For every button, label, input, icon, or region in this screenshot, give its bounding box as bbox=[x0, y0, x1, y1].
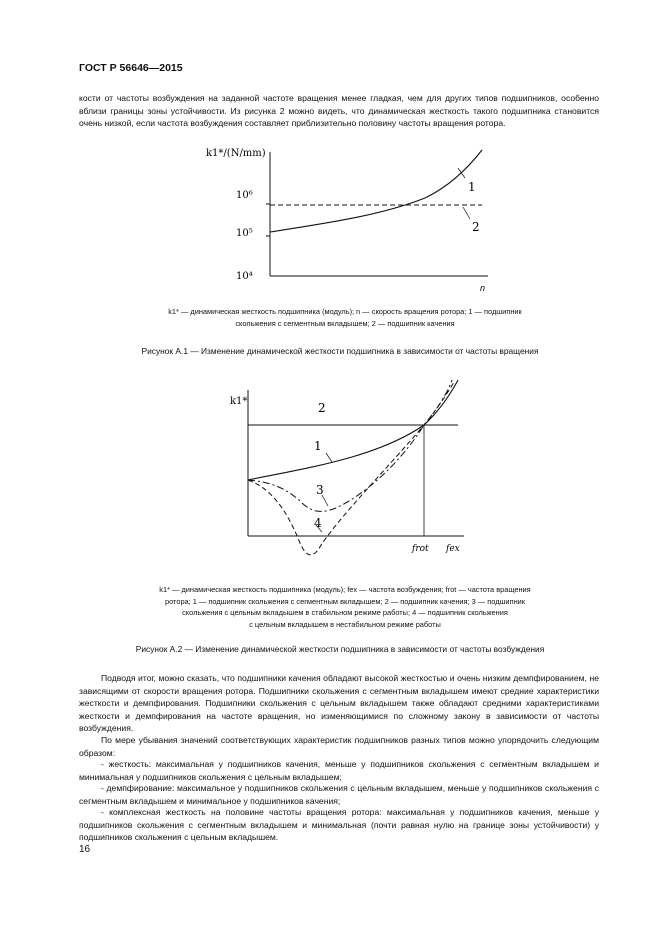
bullet-complex-stiffness: - комплексная жесткость на половине частоты вращения ротора: максимальная у подшипников качения, меньше у подшипников скольжения с сегментным вкладышем и минимальная (почти равная нулю на границе зоны устойчивости) у подшипников скольжения с цельным вкладышем. bbox=[79, 807, 599, 843]
figure-a2-legend-line-1: k1* — динамическая жесткость подшипника (модуль); fex — частота возбуждения; frot — частота вращения bbox=[159, 585, 531, 594]
figure-a2-curve-3-label: 3 bbox=[316, 483, 324, 497]
figure-a2-curve-3 bbox=[248, 380, 452, 511]
page-number: 16 bbox=[79, 844, 91, 855]
figure-a2-legend-line-4: с цельным вкладышем в нестабильном режиме работы bbox=[249, 619, 441, 629]
figure-a2-caption: Рисунок А.2 — Изменение динамической жесткости подшипника в зависимости от частоты возбуждения bbox=[135, 644, 545, 654]
bullet-stiffness: - жесткость: максимальная у подшипников качения, меньше у подшипников скольжения с сегментным вкладышем и минимальная у подшипников скольжения с цельным вкладышем; bbox=[79, 759, 599, 782]
figure-a2-ylabel: k1* bbox=[230, 396, 248, 407]
figure-a2-curve-2-label: 2 bbox=[318, 401, 326, 415]
figure-a1-curve-1-label: 1 bbox=[468, 180, 476, 194]
figure-a1-legend-line-2: скольжения с сегментным вкладышем; 2 — подшипник качения bbox=[235, 318, 455, 328]
figure-a1-legend bbox=[110, 306, 580, 329]
ordering-intro-paragraph: По мере убывания значений соответствующих характеристик подшипников разных типов можно упорядочить следующим образом: bbox=[79, 735, 599, 758]
figure-a1-xlabel: n bbox=[480, 283, 486, 293]
figure-a1-tick-1e5: 10⁵ bbox=[236, 228, 253, 239]
figure-a1-chart bbox=[200, 140, 500, 300]
summary-paragraph: Подводя итог, можно сказать, что подшипники качения обладают высокой жесткостью и очень низким демпфированием, не зависящими от скорости вращения ротора. Подшипники скольжения с сегментным вкладышем имеют средние характеристики жесткости и демпфирования. Подшипники скольжения с цельным вкладышем также обладают средними характеристиками жесткости и демпфирования на частоте вращения, но изменяющимися по сложному закону в зависимости от частоты возбуждения. bbox=[79, 673, 599, 734]
figure-a1-ylabel: k1*/(N/mm) bbox=[206, 148, 266, 159]
figure-a1-tick-1e4: 10⁴ bbox=[236, 271, 253, 282]
figure-a2-curve-1 bbox=[248, 380, 458, 480]
figure-a2-curve-4-label: 4 bbox=[314, 516, 322, 530]
figure-a2-curve-4 bbox=[248, 382, 454, 555]
figure-a1-curve-1 bbox=[270, 150, 482, 232]
figure-a1-caption: Рисунок А.1 — Изменение динамической жесткости подшипника в зависимости от частоты вращения bbox=[141, 346, 539, 356]
figure-a2-curve-1-label: 1 bbox=[314, 439, 322, 453]
figure-a2-frot-label: frot bbox=[412, 544, 429, 554]
figure-a2-legend bbox=[110, 584, 580, 630]
figure-a2-xlabel: fex bbox=[446, 544, 460, 554]
figure-a2-legend-line-3: скольжения с цельным вкладышем в стабильном режиме работы; 4 — подшипник скольжения bbox=[182, 608, 508, 617]
figure-a2-chart bbox=[226, 370, 476, 570]
document-header: ГОСТ Р 56646—2015 bbox=[79, 62, 183, 74]
figure-a2-legend-line-2: ротора; 1 — подшипник скольжения с сегментным вкладышем; 2 — подшипник качения; 3 — подшипник bbox=[164, 596, 526, 606]
intro-paragraph: кости от частоты возбуждения на заданной частоте вращения менее гладкая, чем для других типов подшипников, особенно вблизи границы зоны устойчивости. Из рисунка 2 можно видеть, что динамическая жесткость такого подшипника становится очень низкой, если частота возбуждения составляет приблизительно половину частоты вращения ротора. bbox=[79, 93, 599, 129]
figure-a1-curve-2-label: 2 bbox=[472, 220, 480, 234]
figure-a1-legend-line-1: k1* — динамическая жесткость подшипника (модуль); n — скорость вращения ротора; 1 — подшипник bbox=[168, 307, 522, 316]
figure-a1-tick-1e6: 10⁶ bbox=[236, 190, 253, 201]
bullet-damping: - демпфирование: максимальное у подшипников скольжения с цельным вкладышем, меньше у подшипников скольжения с сегментным вкладышем и минимальное у подшипников качения; bbox=[79, 783, 599, 806]
